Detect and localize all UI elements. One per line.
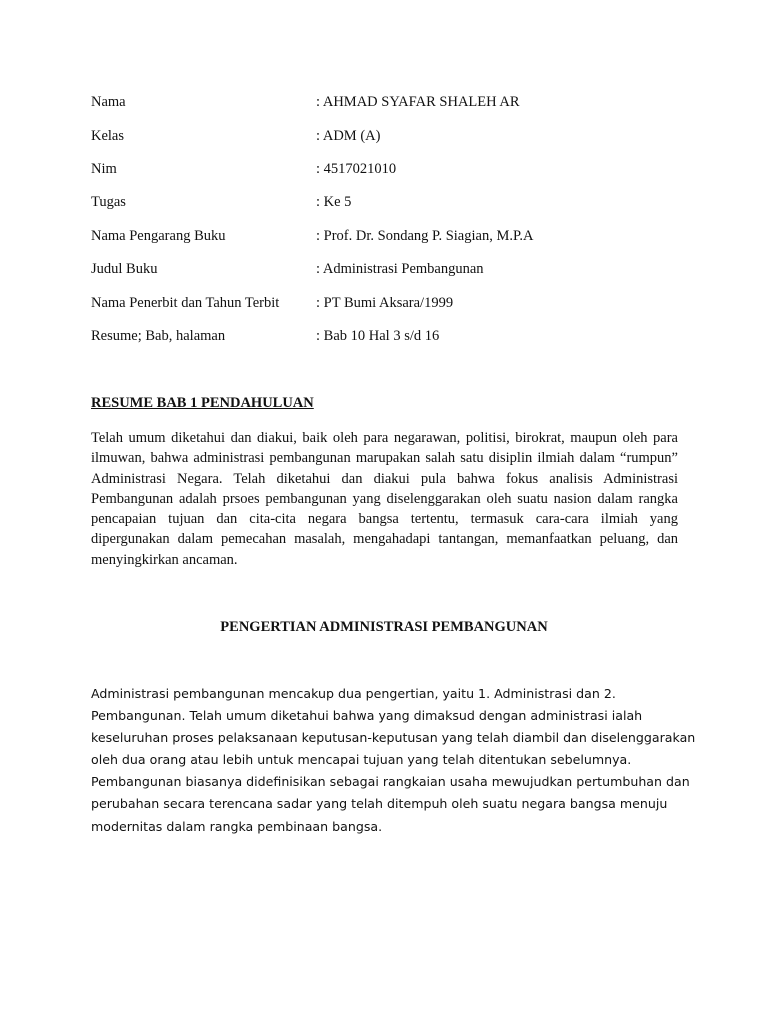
resume-heading: RESUME BAB 1 PENDAHULUAN <box>91 395 314 411</box>
paragraph-line: Pembangunan adalah prsoes pembangunan yang diselenggarakan oleh suatu nasion dalam rangka <box>91 490 678 507</box>
paragraph-line: Pembangunan. Telah umum diketahui bahwa yang dimaksud dengan administrasi ialah <box>91 708 643 724</box>
info-label: Kelas <box>91 128 125 144</box>
info-value: : Administrasi Pembangunan <box>316 261 484 277</box>
paragraph-line: perubahan secara terencana sadar yang telah ditempuh oleh suatu negara bangsa menuju <box>91 796 668 812</box>
info-label: Judul Buku <box>91 261 158 277</box>
paragraph-line: ilmuwan, bahwa administrasi pembangunan marupakan salah satu disiplin ilmiah dalam “rumpun” <box>91 450 678 467</box>
info-value: : Bab 10 Hal 3 s/d 16 <box>316 328 440 344</box>
paragraph-line: dipergunakan dalam pemecahan masalah, mengahadapi tantangan, memanfaatkan peluang, dan <box>91 531 678 548</box>
paragraph-line: keseluruhan proses pelaksanaan keputusan-keputusan yang telah diambil dan diselenggarakan <box>91 730 696 746</box>
info-value: : 4517021010 <box>316 161 397 177</box>
info-label: Nama Penerbit dan Tahun Terbit <box>91 295 280 311</box>
intro-paragraph <box>91 428 678 570</box>
paragraph-line: menyingkirkan ancaman. <box>91 551 238 568</box>
paragraph-line: modernitas dalam rangka pembinaan bangsa. <box>91 818 383 834</box>
info-value: : Prof. Dr. Sondang P. Siagian, M.P.A <box>316 228 534 244</box>
info-label: Nim <box>91 161 117 177</box>
paragraph-line: Telah umum diketahui dan diakui, baik oleh para negarawan, politisi, birokrat, maupun oleh para <box>91 430 678 446</box>
paragraph-line: pencapaian tujuan dan cita-cita negara bangsa tertentu, termasuk cara-cara ilmiah yang <box>91 511 678 528</box>
info-label: Nama <box>91 94 126 110</box>
info-value: : Ke 5 <box>316 194 352 210</box>
info-value: : ADM (A) <box>316 128 381 144</box>
paragraph-line: Administrasi pembangunan mencakup dua pengertian, yaitu 1. Administrasi dan 2. <box>91 686 616 701</box>
paragraph-line: oleh dua orang atau lebih untuk mencapai tujuan yang telah ditentukan sebelumnya. <box>91 752 632 768</box>
info-label: Resume; Bab, halaman <box>91 328 226 344</box>
section-title: PENGERTIAN ADMINISTRASI PEMBANGUNAN <box>220 619 548 635</box>
info-label: Nama Pengarang Buku <box>91 228 226 244</box>
paragraph-line: Administrasi Negara. Telah diketahui dan diakui pula bahwa fokus analisis Administrasi <box>91 470 678 487</box>
info-label: Tugas <box>91 194 126 210</box>
definition-paragraph <box>91 683 696 838</box>
paragraph-line: Pembangunan biasanya didefinisikan sebagai rangkaian usaha mewujudkan pertumbuhan dan <box>91 774 690 790</box>
info-value: : AHMAD SYAFAR SHALEH AR <box>316 94 520 110</box>
info-value: : PT Bumi Aksara/1999 <box>316 295 454 311</box>
